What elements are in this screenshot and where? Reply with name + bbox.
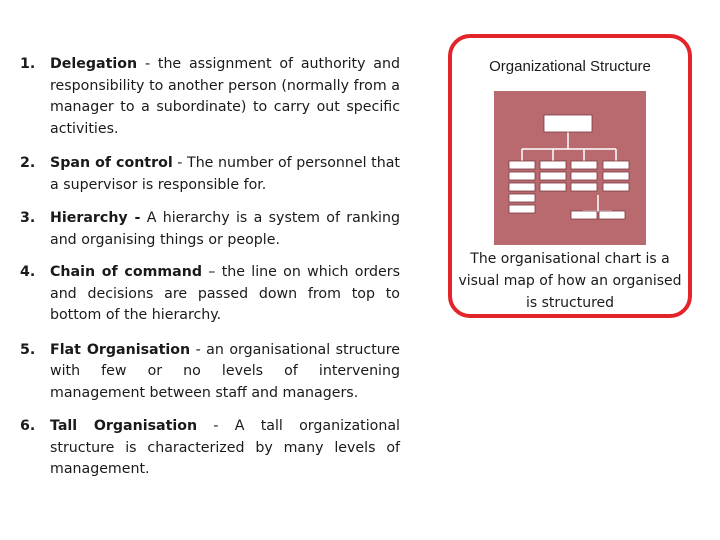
chart-box <box>571 183 597 191</box>
chart-box <box>509 183 535 191</box>
definition-hierarchy <box>20 208 400 251</box>
chart-box <box>509 161 535 169</box>
definition-term: Flat Organisation <box>50 341 191 358</box>
definition-number: 5. <box>20 341 36 358</box>
definition-text: – the line on which orders and decisions are passed down from top to bottom of the hierarchy. <box>50 264 400 323</box>
chart-box <box>571 172 597 180</box>
definition-term: Tall Organisation <box>50 418 198 434</box>
panel-title: Organizational Structure <box>489 58 651 75</box>
definition-number: 1. <box>20 56 36 72</box>
definition-term: Hierarchy - <box>50 210 141 226</box>
chart-box <box>571 211 597 219</box>
definition-flat-organisation <box>20 340 400 405</box>
definition-text: A hierarchy is a system of ranking and organising things or people. <box>50 210 400 248</box>
chart-box <box>540 172 566 180</box>
definition-tall-organisation <box>20 416 400 481</box>
definition-span-of-control <box>20 153 400 196</box>
chart-box-top <box>544 115 592 132</box>
definition-term: Span of control <box>50 155 173 171</box>
chart-box <box>571 161 597 169</box>
chart-box <box>509 172 535 180</box>
definition-text: - The number of personnel that a supervisor is responsible for. <box>50 155 400 193</box>
org-structure-panel <box>448 34 692 318</box>
chart-box <box>540 183 566 191</box>
definition-text: - the assignment of authority and responsibility to another person (normally from a manager to a subordinate) to carry out specific activities. <box>50 56 400 137</box>
chart-box <box>599 211 625 219</box>
chart-box <box>603 183 629 191</box>
definition-chain-of-command <box>20 262 400 327</box>
panel-caption: The organisational chart is a visual map of how an organised is structured <box>458 251 682 311</box>
definition-text: - an organisational structure with few or no levels of intervening management between staff and managers. <box>50 341 400 401</box>
definition-number: 6. <box>20 418 36 434</box>
definition-number: 2. <box>20 155 36 171</box>
chart-box <box>509 205 535 213</box>
chart-box <box>509 194 535 202</box>
org-chart-illustration <box>494 91 646 245</box>
definition-number: 4. <box>20 264 36 280</box>
definition-term: Delegation <box>50 56 138 72</box>
definition-number: 3. <box>20 210 36 226</box>
chart-box <box>603 172 629 180</box>
definition-delegation <box>20 54 400 140</box>
definition-list <box>20 54 400 494</box>
definition-term: Chain of command <box>50 264 202 280</box>
definition-text: - A tall organizational structure is characterized by many levels of management. <box>50 418 400 477</box>
chart-box <box>540 161 566 169</box>
chart-box <box>603 161 629 169</box>
